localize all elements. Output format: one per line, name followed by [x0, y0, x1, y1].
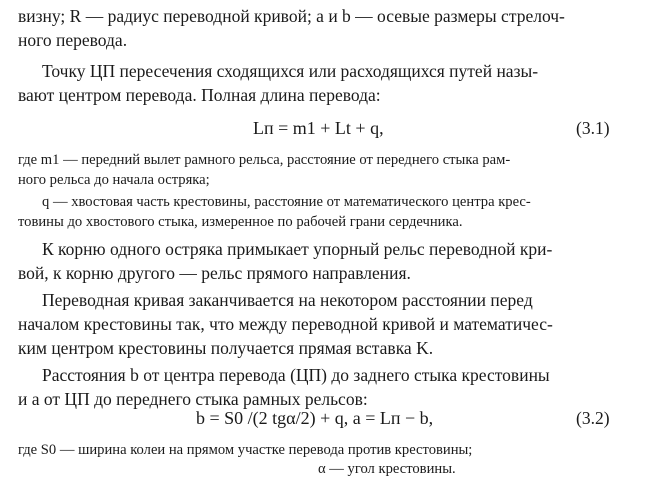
- text-line: где m1 — передний вылет рамного рельса, расстояние от переднего стыка рам-: [18, 152, 511, 168]
- text-line: товины до хвостового стыка, измеренное по рабочей грани сердечника.: [18, 214, 463, 230]
- text-line: Точку ЦП пересечения сходящихся или расходящихся путей назы-: [42, 61, 539, 81]
- text-line: Расстояния b от центра перевода (ЦП) до заднего стыка крестовины: [42, 365, 550, 385]
- text-line: К корню одного остряка примыкает упорный рельс переводной кри-: [42, 239, 553, 259]
- text-line: ким центром крестовины получается прямая вставка K.: [18, 338, 434, 358]
- text-line: вают центром перевода. Полная длина перевода:: [18, 85, 381, 105]
- text-line: визну; R — радиус переводной кривой; a и b — осевые размеры стрелоч-: [18, 6, 565, 26]
- text-line: α — угол крестовины.: [318, 461, 456, 477]
- equation-number: (3.2): [576, 408, 610, 428]
- equation-3-1: Lп = m1 + Lt + q,: [253, 118, 384, 138]
- text-line: и a от ЦП до переднего стыка рамных рельсов:: [18, 389, 368, 409]
- text-line: где S0 — ширина колеи на прямом участке перевода против крестовины;: [18, 442, 473, 458]
- text-line: началом крестовины так, что между переводной кривой и математичес-: [18, 314, 553, 334]
- equation-3-2: b = S0 /(2 tgα/2) + q, a = Lп − b,: [196, 408, 434, 428]
- text-line: ного рельса до начала остряка;: [18, 172, 210, 188]
- text-line: q — хвостовая часть крестовины, расстояние от математического центра крес-: [42, 194, 531, 210]
- text-line: вой, к корню другого — рельс прямого направления.: [18, 263, 411, 283]
- equation-number: (3.1): [576, 118, 610, 138]
- text-line: ного перевода.: [18, 30, 128, 50]
- text-line: Переводная кривая заканчивается на некотором расстоянии перед: [42, 290, 533, 310]
